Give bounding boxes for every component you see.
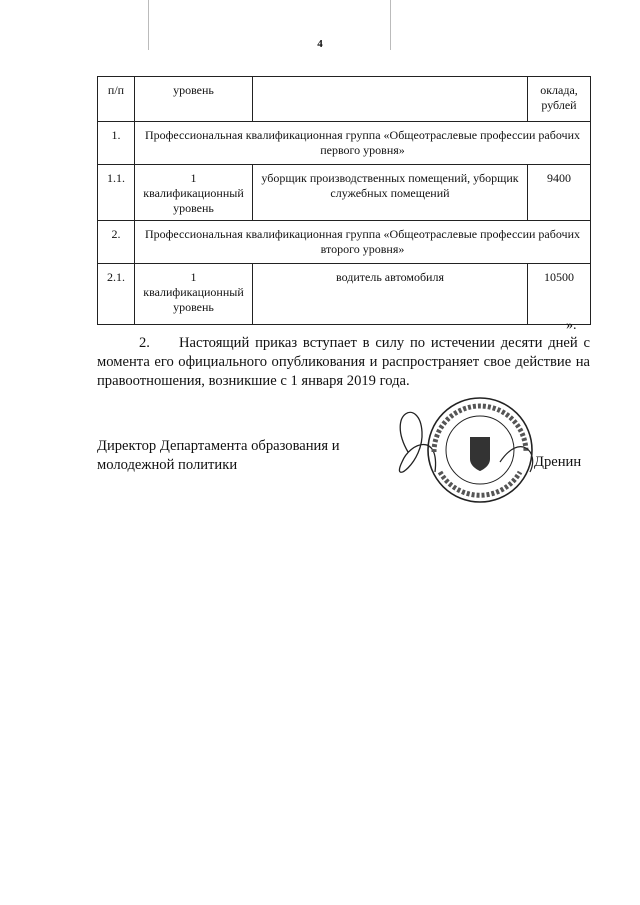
- salary-value: 9400: [528, 165, 591, 221]
- row-num: 2.1.: [98, 264, 135, 325]
- row-num: 2.: [98, 221, 135, 264]
- clause-text: Настоящий приказ вступает в силу по истечении десяти дней с момента его официального опубликования и распространяет свое действие на правоотношения, возникшие с 1 января 2019 года.: [97, 335, 590, 389]
- closing-quote: ».: [566, 318, 577, 333]
- row-num: 1.1.: [98, 165, 135, 221]
- table-row: [98, 165, 591, 221]
- row-num: 1.: [98, 122, 135, 165]
- position-names: уборщик производственных помещений, уборщик служебных помещений: [253, 165, 528, 221]
- header-cell-salary: оклада, рублей: [528, 77, 591, 122]
- scan-artifact-left: [148, 0, 149, 50]
- signer-name: Дренин: [534, 454, 582, 470]
- qualification-level: 1 квалификационный уровень: [135, 264, 253, 325]
- table-header-row: [98, 77, 591, 122]
- group-title: Профессиональная квалификационная группа «Общеотраслевые профессии рабочих первого уровня»: [135, 122, 591, 165]
- table-row-group: [98, 122, 591, 165]
- salary-value: 10500: [528, 264, 591, 325]
- qualification-level: 1 квалификационный уровень: [135, 165, 253, 221]
- header-cell-positions: [253, 77, 528, 122]
- table-row-group: [98, 221, 591, 264]
- signer-position: Директор Департамента образования и молодежной политики: [97, 438, 340, 473]
- stamp-seal-graphic: [380, 392, 550, 512]
- salary-table: [97, 76, 591, 325]
- official-stamp: [380, 392, 550, 512]
- position-names: водитель автомобиля: [253, 264, 528, 325]
- table-row: [98, 264, 591, 325]
- page-number: 4: [317, 38, 323, 50]
- header-cell-level: уровень: [135, 77, 253, 122]
- header-cell-num: п/п: [98, 77, 135, 122]
- clause-number: 2.: [139, 335, 150, 351]
- scan-artifact-right: [390, 0, 391, 50]
- group-title: Профессиональная квалификационная группа «Общеотраслевые профессии рабочих второго уровня»: [135, 221, 591, 264]
- clause-paragraph: [97, 334, 590, 391]
